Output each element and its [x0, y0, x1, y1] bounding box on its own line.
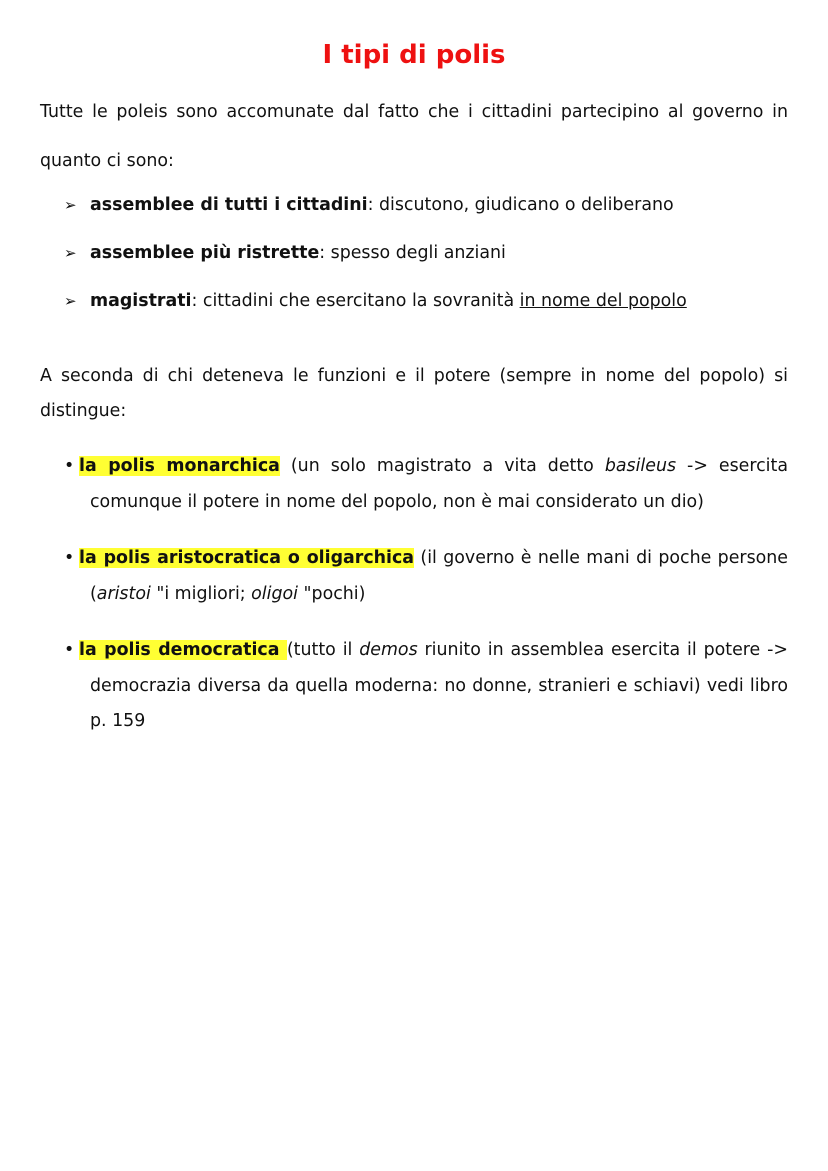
list-item [40, 449, 788, 520]
assemblies-list [64, 181, 687, 325]
text: "i migliori; [150, 583, 252, 604]
second-paragraph: A seconda di chi deteneva le funzioni e il potere (sempre in nome del popolo) si distingue: [40, 366, 788, 421]
text: (un solo magistrato a vita detto [279, 456, 605, 476]
highlighted-term: la polis democratica [79, 640, 287, 660]
text: (il governo è nelle mani di poche persone ( [90, 548, 788, 604]
highlighted-term: la polis monarchica [79, 456, 280, 476]
list-item [64, 229, 687, 277]
term: assemblee più ristrette [90, 243, 320, 263]
intro-paragraph: Tutte le poleis sono accomunate dal fatto che i cittadini partecipino al governo in quanto ci sono: [40, 102, 788, 171]
polis-types-list [40, 449, 788, 761]
text: -> esercita comunque il potere in nome del popolo, non è mai considerato un dio) [90, 456, 788, 512]
italic-term: aristoi [96, 583, 151, 604]
text: "pochi) [298, 583, 366, 604]
term: assemblee di tutti i cittadini [90, 195, 368, 215]
list-item [40, 633, 788, 740]
arrow-bullet-icon: ➢ [64, 244, 77, 262]
bullet-icon: • [64, 548, 75, 568]
list-item [40, 541, 788, 612]
bullet-icon: • [64, 456, 75, 476]
term: magistrati [90, 291, 192, 311]
list-item [64, 277, 687, 325]
highlighted-term: la polis aristocratica o oligarchica [79, 548, 415, 568]
italic-term: demos [359, 640, 418, 660]
description: : cittadini che esercitano la sovranità [191, 291, 520, 311]
underlined-text: in nome del popolo [519, 291, 687, 311]
arrow-bullet-icon: ➢ [64, 292, 77, 310]
arrow-bullet-icon: ➢ [64, 196, 77, 214]
text: (tutto il [286, 640, 360, 660]
list-item [64, 181, 687, 229]
page-title: I tipi di polis [322, 40, 506, 70]
italic-term: basileus [604, 456, 677, 476]
text: riunito in assemblea esercita il potere -> democrazia diversa da quella moderna: no donne, stranieri e schiavi) vedi libro p. 159 [90, 640, 788, 731]
italic-term: oligoi [251, 583, 298, 604]
bullet-icon: • [64, 640, 75, 660]
description: : spesso degli anziani [319, 243, 506, 263]
description: : discutono, giudicano o deliberano [367, 195, 674, 215]
